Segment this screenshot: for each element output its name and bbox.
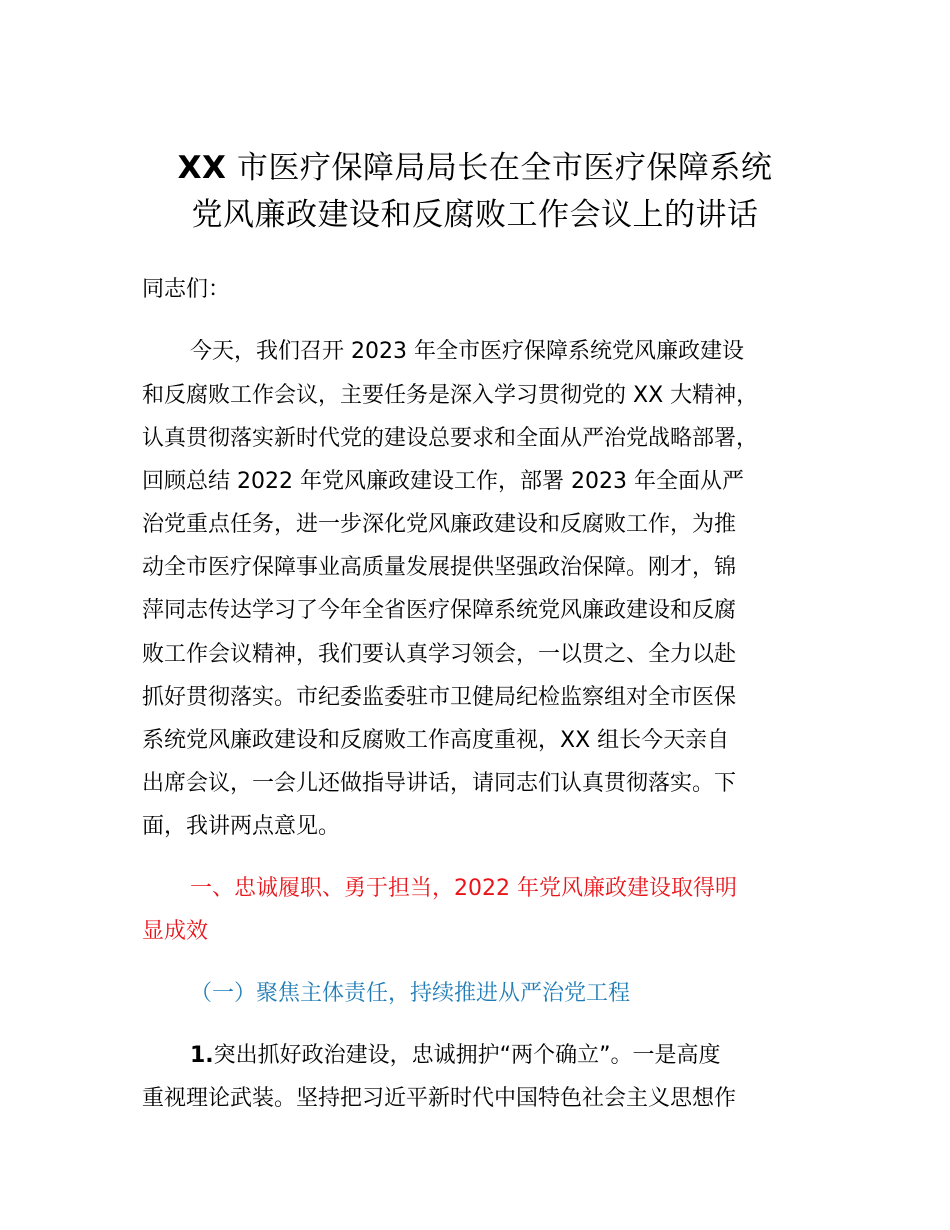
paragraph-line: 萍同志传达学习了今年全省医疗保障系统党风廉政建设和反腐 xyxy=(142,598,737,623)
paragraph-line: 认真贯彻落实新时代党的建设总要求和全面从严治党战略部署， xyxy=(142,426,759,451)
paragraph-line: 动全市医疗保障事业高质量发展提供坚强政治保障。刚才，锦 xyxy=(142,555,737,580)
paragraph-line: 系统党风廉政建设和反腐败工作高度重视，XX 组长今天亲自 xyxy=(142,728,730,753)
title-line-1-text: 市医疗保障局局长在全市医疗保障系统 xyxy=(226,150,773,186)
subsection-heading: （一）聚焦主体责任，持续推进从严治党工程 xyxy=(190,981,631,1006)
title-prefix: XX xyxy=(177,150,227,186)
section-heading-1: 一、忠诚履职、勇于担当，2022 年党风廉政建设取得明 xyxy=(190,876,737,901)
item-1-text: 突出抓好政治建设，忠诚拥护“两个确立”。一是高度 xyxy=(213,1043,721,1068)
document-title-line-2: 党风廉政建设和反腐败工作会议上的讲话 xyxy=(191,197,759,233)
paragraph-line: 面，我讲两点意见。 xyxy=(142,814,341,839)
paragraph-line: 败工作会议精神，我们要认真学习领会，一以贯之、全力以赴 xyxy=(142,642,737,667)
section-heading-1-continued: 显成效 xyxy=(142,919,209,944)
paragraph-line: 出席会议，一会儿还做指导讲话，请同志们认真贯彻落实。下 xyxy=(142,771,737,796)
paragraph-line: 和反腐败工作会议，主要任务是深入学习贯彻党的 XX 大精神， xyxy=(142,383,759,408)
salutation: 同志们： xyxy=(142,277,231,302)
paragraph-line: 抓好贯彻落实。市纪委监委驻市卫健局纪检监察组对全市医保 xyxy=(142,685,737,710)
item-1-line-1 xyxy=(190,1041,720,1071)
paragraph-line: 治党重点任务，进一步深化党风廉政建设和反腐败工作，为推 xyxy=(142,512,737,537)
paragraph-line: 回顾总结 2022 年党风廉政建设工作，部署 2023 年全面从严 xyxy=(142,469,744,494)
paragraph-line: 今天，我们召开 2023 年全市医疗保障系统党风廉政建设 xyxy=(190,339,744,364)
item-1-line-2: 重视理论武装。坚持把习近平新时代中国特色社会主义思想作 xyxy=(142,1086,737,1111)
item-number: 1. xyxy=(190,1043,214,1068)
document-title-line-1 xyxy=(100,148,850,188)
